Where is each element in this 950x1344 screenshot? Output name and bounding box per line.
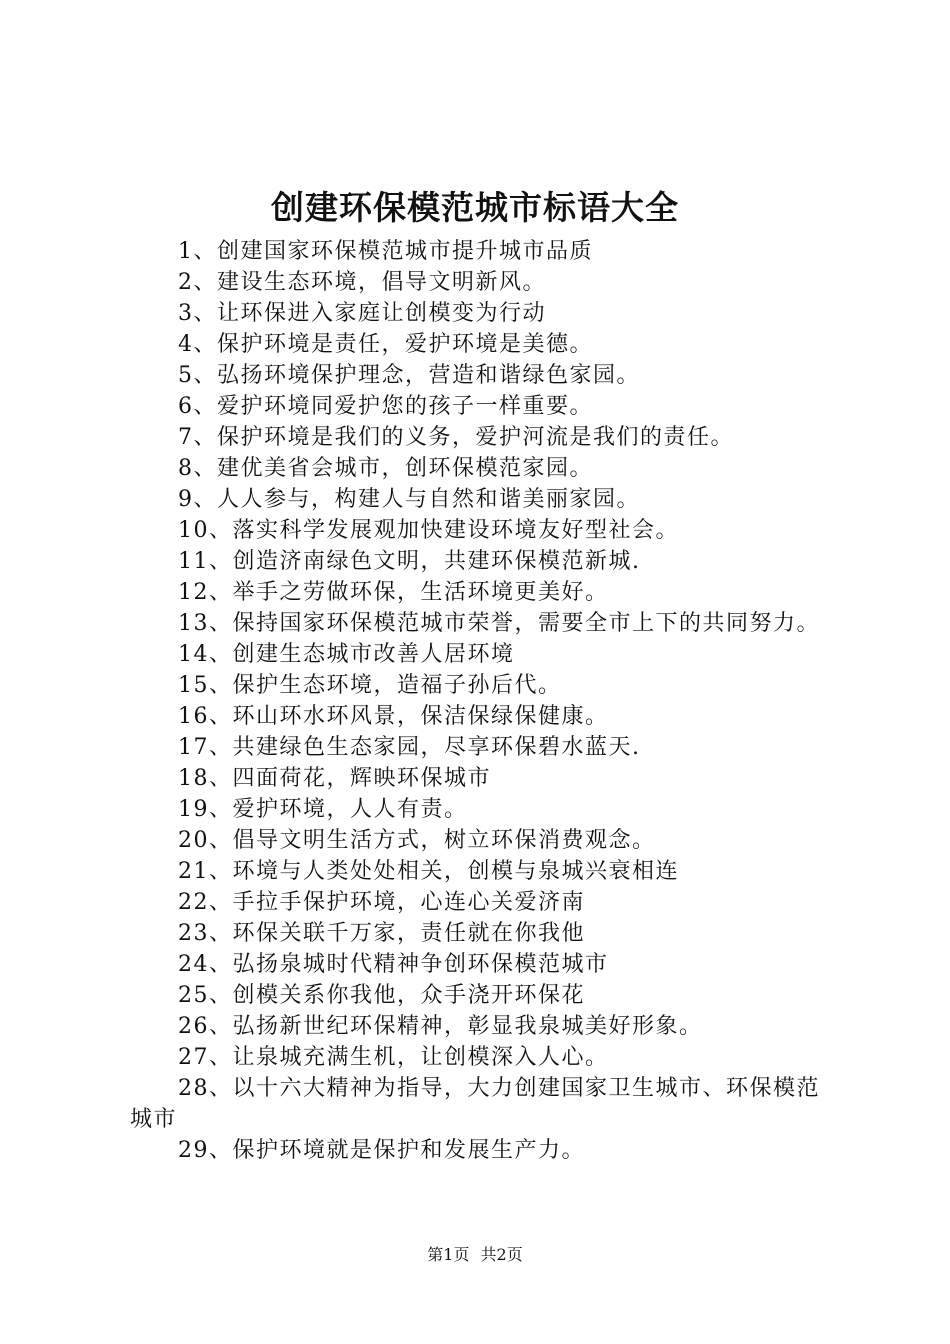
list-item: 19、爱护环境，人人有责。 [178,797,468,822]
slogan-list [130,236,840,1166]
list-item: 12、举手之劳做环保，生活环境更美好。 [178,580,609,605]
list-item: 13、保持国家环保模范城市荣誉，需要全市上下的共同努力。 [178,611,820,636]
list-item: 18、四面荷花，辉映环保城市 [178,766,491,791]
list-item: 3、让环保进入家庭让创模变为行动 [178,301,546,326]
list-item: 28、以十六大精神为指导，大力创建国家卫生城市、环保模范城市 [130,1076,820,1132]
list-item: 11、创造济南绿色文明，共建环保模范新城. [178,549,641,574]
list-item: 21、环境与人类处处相关，创模与泉城兴衰相连 [178,859,679,884]
list-item: 9、人人参与，构建人与自然和谐美丽家园。 [178,487,640,512]
list-item: 4、保护环境是责任，爱护环境是美德。 [178,332,593,357]
list-item: 20、倡导文明生活方式，树立环保消费观念。 [178,828,656,853]
list-item: 5、弘扬环境保护理念，营造和谐绿色家园。 [178,363,640,388]
list-item: 25、创模关系你我他，众手浇开环保花 [178,983,585,1008]
list-item: 29、保护环境就是保护和发展生产力。 [178,1138,585,1163]
list-item: 24、弘扬泉城时代精神争创环保模范城市 [178,952,609,977]
list-item: 15、保护生态环境，造福子孙后代。 [178,673,562,698]
list-item: 1、创建国家环保模范城市提升城市品质 [178,239,593,264]
list-item: 8、建优美省会城市，创环保模范家园。 [178,456,593,481]
list-item: 7、保护环境是我们的义务，爱护河流是我们的责任。 [178,425,734,450]
list-item: 16、环山环水环风景，保洁保绿保健康。 [178,704,609,729]
page-number-current: 第1页 [427,1245,470,1264]
page-title: 创建环保模范城市标语大全 [271,188,679,227]
list-item: 17、共建绿色生态家园，尽享环保碧水蓝天. [178,735,641,760]
list-item: 23、环保关联千万家，责任就在你我他 [178,921,585,946]
page-number-total: 共2页 [480,1245,523,1264]
list-item: 6、爱护环境同爱护您的孩子一样重要。 [178,394,593,419]
list-item: 26、弘扬新世纪环保精神，彰显我泉城美好形象。 [178,1014,703,1039]
list-item: 27、让泉城充满生机，让创模深入人心。 [178,1045,609,1070]
list-item: 2、建设生态环境，倡导文明新风。 [178,270,546,295]
list-item: 14、创建生态城市改善人居环境 [178,642,515,667]
list-item: 10、落实科学发展观加快建设环境友好型社会。 [178,518,679,543]
list-item: 22、手拉手保护环境，心连心关爱济南 [178,890,585,915]
page-footer [0,1244,950,1266]
